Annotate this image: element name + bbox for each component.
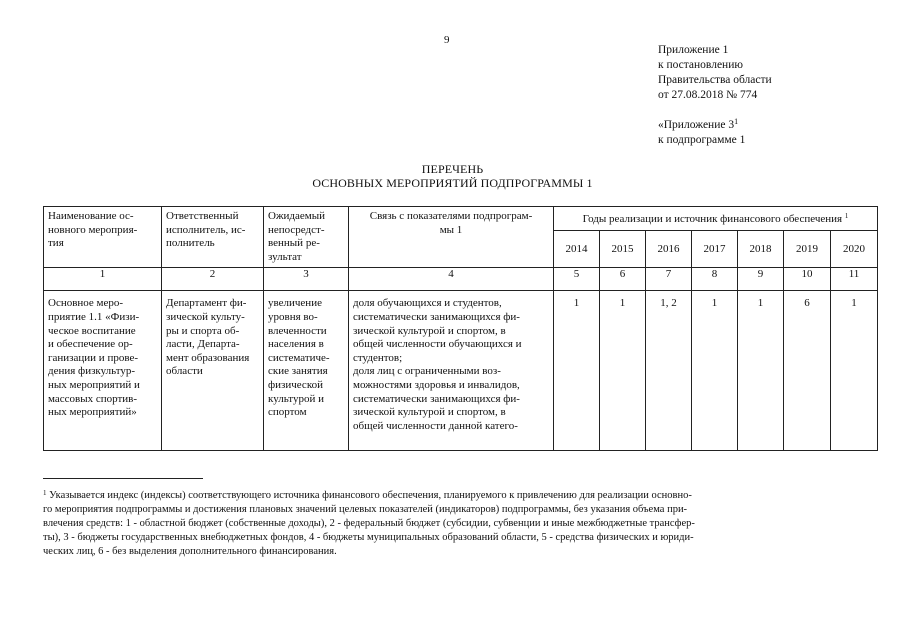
footnote-line: ты), 3 - бюджеты государственных внебюджетных фондов, 4 - бюджеты муниципальных образований области, 5 - средства физических и юриди- — [43, 532, 694, 543]
appendix2-line — [658, 114, 745, 133]
cell-text: влеченности — [268, 324, 327, 337]
header-text: Годы реализации и источник финансового обеспечения — [582, 213, 843, 225]
year-value: 1 — [738, 291, 784, 451]
cell-responsible — [162, 291, 264, 451]
footnote-marker: 1 — [734, 117, 739, 126]
cell-text: общей численности данной катего- — [353, 419, 518, 432]
cell-text: ские занятия — [268, 365, 328, 378]
header-text: Связь с показателями подпрограм- — [369, 210, 533, 222]
cell-text: ных мероприятий и — [48, 378, 140, 391]
column-number: 3 — [264, 268, 349, 291]
title-line-2: ОСНОВНЫХ МЕРОПРИЯТИЙ ПОДПРОГРАММЫ 1 — [312, 176, 593, 190]
cell-text: систематически занимающихся фи- — [353, 392, 520, 405]
cell-text: доля лиц с ограниченными воз- — [353, 365, 501, 378]
year-header: 2017 — [692, 231, 738, 268]
cell-text: зической культурой и спортом, в — [353, 406, 506, 419]
cell-expected-result — [264, 291, 349, 451]
appendix-header-2 — [658, 114, 745, 148]
footnote-line: влечения средств: 1 - областной бюджет (собственные доходы), 2 - федеральный бюджет (субсидии, субвенции и иные межбюджетные трансфер- — [43, 518, 695, 529]
cell-text: студентов; — [353, 351, 403, 364]
cell-text: приятие 1.1 «Физи- — [48, 310, 140, 323]
cell-text: культурой и — [268, 392, 324, 405]
header-years-group — [554, 207, 878, 231]
appendix2-line: к подпрограмме 1 — [658, 134, 746, 146]
year-value: 1 — [554, 291, 600, 451]
cell-text: систематиче- — [268, 351, 330, 364]
appendix2-text: «Приложение 3 — [658, 119, 735, 131]
column-number: 11 — [831, 268, 878, 291]
appendix-header — [658, 43, 772, 103]
column-number: 5 — [554, 268, 600, 291]
cell-text: общей численности обучающихся и — [353, 338, 522, 351]
cell-text: увеличение — [268, 297, 322, 310]
appendix-line: от 27.08.2018 № 774 — [658, 89, 758, 101]
cell-text: уровня во- — [268, 310, 318, 323]
table-row — [44, 291, 878, 451]
cell-text: Основное меро- — [48, 297, 124, 310]
cell-text: мент образования — [166, 351, 250, 364]
year-header: 2014 — [554, 231, 600, 268]
cell-indicators — [349, 291, 554, 451]
cell-text: зической культу- — [166, 310, 245, 323]
cell-text: доля обучающихся и студентов, — [353, 297, 502, 310]
header-text: тия — [48, 237, 64, 250]
year-header: 2018 — [738, 231, 784, 268]
header-text: исполнитель, ис- — [166, 223, 246, 236]
header-row — [44, 207, 878, 231]
cell-text: дения физкультур- — [48, 365, 136, 378]
header-indicators — [349, 207, 554, 268]
cell-text: спортом — [268, 406, 307, 419]
header-responsible — [162, 207, 264, 268]
footnote — [43, 486, 883, 559]
header-text: Ожидаемый — [268, 210, 326, 222]
footnote-line: ческих лиц, 6 - без выделения дополнительного финансирования. — [43, 546, 337, 557]
year-value: 6 — [784, 291, 831, 451]
cell-text: массовых спортив- — [48, 392, 138, 405]
header-text: мы 1 — [439, 223, 463, 236]
column-number: 4 — [349, 268, 554, 291]
cell-text: ры и спорта об- — [166, 324, 240, 337]
footnote-line — [43, 486, 883, 503]
page-number: 9 — [444, 34, 450, 46]
column-number: 9 — [738, 268, 784, 291]
column-number-row — [44, 268, 878, 291]
header-main-measure — [44, 207, 162, 268]
year-header: 2016 — [646, 231, 692, 268]
appendix-line: Правительства области — [658, 74, 772, 86]
cell-main-measure — [44, 291, 162, 451]
header-text: Наименование ос- — [48, 210, 134, 222]
appendix-line: Приложение 1 — [658, 44, 729, 56]
column-number: 7 — [646, 268, 692, 291]
cell-text: области — [166, 365, 203, 378]
header-text: непосредст- — [268, 223, 325, 236]
cell-text: ных мероприятий» — [48, 406, 137, 419]
header-text: Ответственный — [166, 210, 239, 222]
year-value: 1, 2 — [646, 291, 692, 451]
year-header: 2019 — [784, 231, 831, 268]
cell-text: ласти, Департа- — [166, 338, 240, 351]
cell-text: и обеспечение ор- — [48, 338, 133, 351]
column-number: 2 — [162, 268, 264, 291]
measures-table — [43, 206, 878, 451]
footnote-text: Указывается индекс (индексы) соответствующего источника финансового обеспечения, планируемого к привлечению для реализации основно- — [46, 490, 692, 501]
year-value: 1 — [600, 291, 646, 451]
year-header: 2015 — [600, 231, 646, 268]
footnote-divider — [43, 478, 203, 479]
column-number: 6 — [600, 268, 646, 291]
cell-text: Департамент фи- — [166, 297, 247, 310]
cell-text: физической — [268, 378, 323, 391]
footnote-marker: 1 — [844, 212, 849, 220]
header-text: новного мероприя- — [48, 223, 138, 236]
footnote-line: го мероприятия подпрограммы и достижения плановых значений целевых показателей (индикаторов) подпрограммы, без указания объема при- — [43, 504, 688, 515]
cell-text: зической культурой и спортом, в — [353, 324, 506, 337]
document-title — [0, 162, 905, 190]
footnote-marker: 1 — [43, 489, 47, 497]
cell-text: населения в — [268, 338, 324, 351]
header-expected-result — [264, 207, 349, 268]
title-line-1: ПЕРЕЧЕНЬ — [421, 162, 484, 176]
year-header: 2020 — [831, 231, 878, 268]
column-number: 10 — [784, 268, 831, 291]
column-number: 8 — [692, 268, 738, 291]
cell-text: можностями здоровья и инвалидов, — [353, 378, 520, 391]
cell-text: систематически занимающихся фи- — [353, 310, 520, 323]
header-text: венный ре- — [268, 237, 320, 250]
cell-text: ганизации и прове- — [48, 351, 139, 364]
appendix-line: к постановлению — [658, 59, 743, 71]
header-text: зультат — [268, 250, 302, 263]
cell-text: ческое воспитание — [48, 324, 136, 337]
year-value: 1 — [831, 291, 878, 451]
header-text: полнитель — [166, 237, 215, 250]
column-number: 1 — [44, 268, 162, 291]
year-value: 1 — [692, 291, 738, 451]
